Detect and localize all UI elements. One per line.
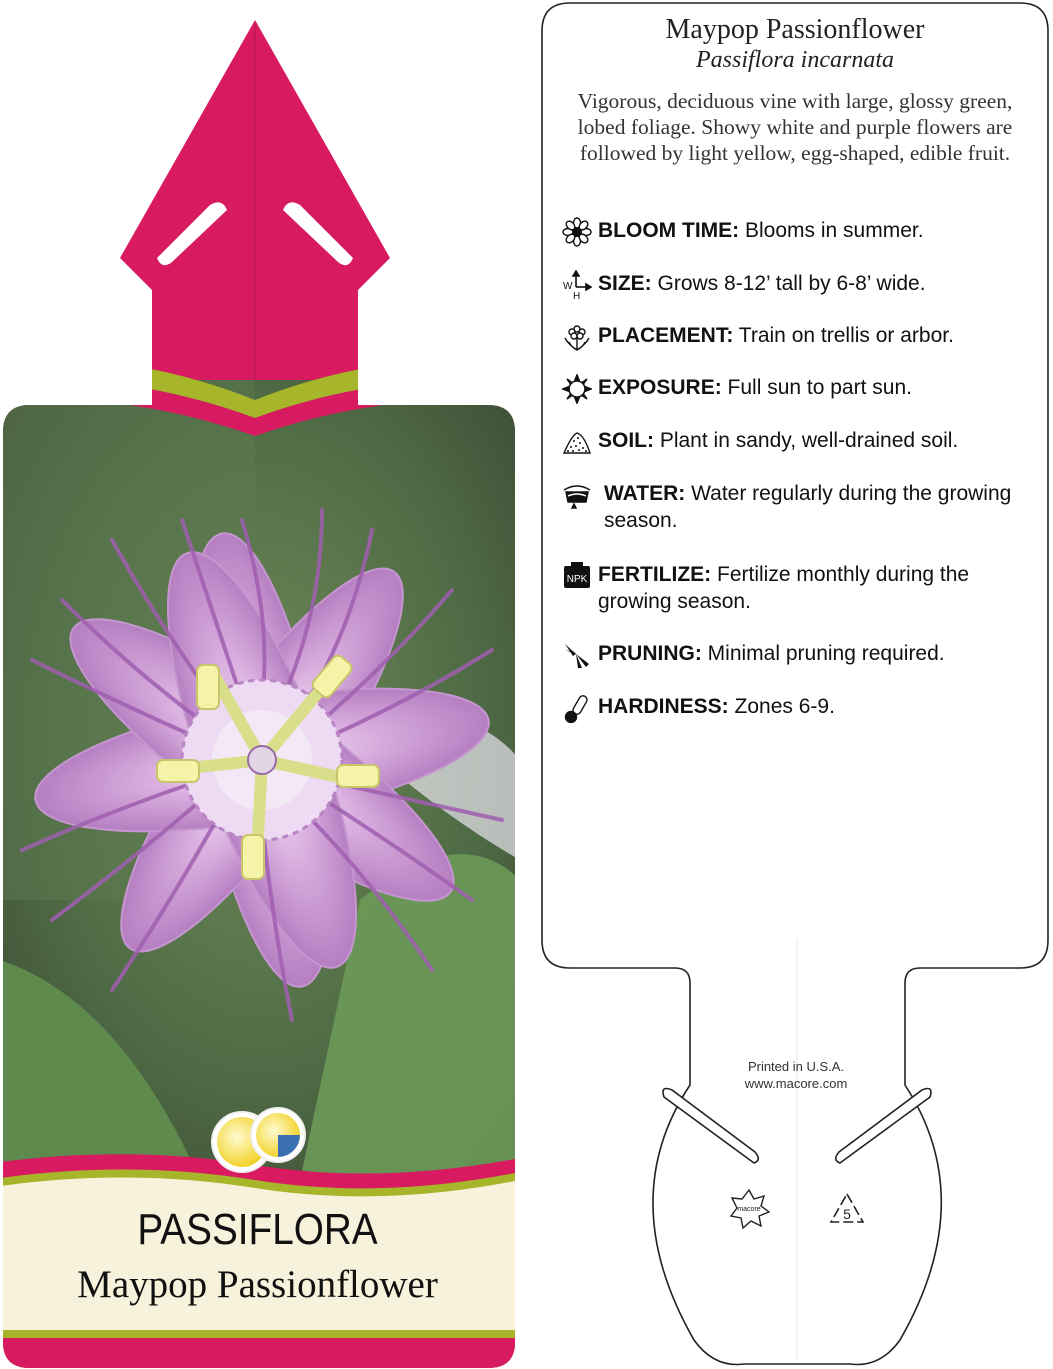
bloom-time-value: Blooms in summer. xyxy=(739,219,924,242)
npk-text: NPK xyxy=(566,574,588,585)
front-genus-name: PASSIFLORA xyxy=(137,1205,378,1254)
back-latin-name: Passiflora incarnata xyxy=(695,47,894,73)
exposure-value: Full sun to part sun. xyxy=(721,376,912,399)
bloom-time-label: BLOOM TIME: xyxy=(598,219,740,242)
printer-credit xyxy=(716,1058,876,1092)
back-header xyxy=(540,14,1050,166)
soil-pile-icon xyxy=(562,427,592,457)
fertilize-value: Fertilize monthly during the growing season. xyxy=(598,563,970,613)
pruning-label: PRUNING: xyxy=(598,642,702,665)
hardiness-label: HARDINESS: xyxy=(598,695,729,718)
hardiness-value: Zones 6-9. xyxy=(728,695,835,718)
printed-in: Printed in U.S.A. xyxy=(747,1059,845,1074)
size-icon-w: W xyxy=(563,281,573,292)
size-arrows-icon xyxy=(562,270,592,300)
pruning-value: Minimal pruning required. xyxy=(701,642,945,665)
fertilizer-npk-icon xyxy=(562,561,592,591)
back-title: Maypop Passionflower xyxy=(665,14,925,45)
recycle-number: 5 xyxy=(843,1206,851,1222)
placement-label: PLACEMENT: xyxy=(598,324,734,347)
website: www.macore.com xyxy=(744,1076,848,1091)
placement-value: Train on trellis or arbor. xyxy=(733,324,954,347)
soil-value: Plant in sandy, well-drained soil. xyxy=(654,429,959,452)
size-value: Grows 8-12’ tall by 6-8’ wide. xyxy=(651,272,926,295)
sun-icon xyxy=(562,374,592,404)
front-common-name: Maypop Passionflower xyxy=(77,1263,438,1306)
size-label: SIZE: xyxy=(598,272,652,295)
watering-can-icon xyxy=(562,480,592,510)
flower-bloom-icon xyxy=(562,217,592,247)
exposure-label: EXPOSURE: xyxy=(598,376,722,399)
size-icon-h: H xyxy=(573,291,581,300)
soil-label: SOIL: xyxy=(598,429,654,452)
macore-logo-text: macore xyxy=(737,1206,761,1213)
placement-plant-icon xyxy=(562,322,592,352)
fertilize-label: FERTILIZE: xyxy=(598,563,712,586)
thermometer-icon xyxy=(562,693,592,723)
pruners-icon xyxy=(562,640,592,670)
back-description: Vigorous, deciduous vine with large, glossy green, lobed foliage. Showy white and purple flowers are followed by light yellow, egg-shaped, edible fruit. xyxy=(577,89,1013,165)
water-label: WATER: xyxy=(604,482,686,505)
water-value: Water regularly during the growing season. xyxy=(604,482,1012,532)
